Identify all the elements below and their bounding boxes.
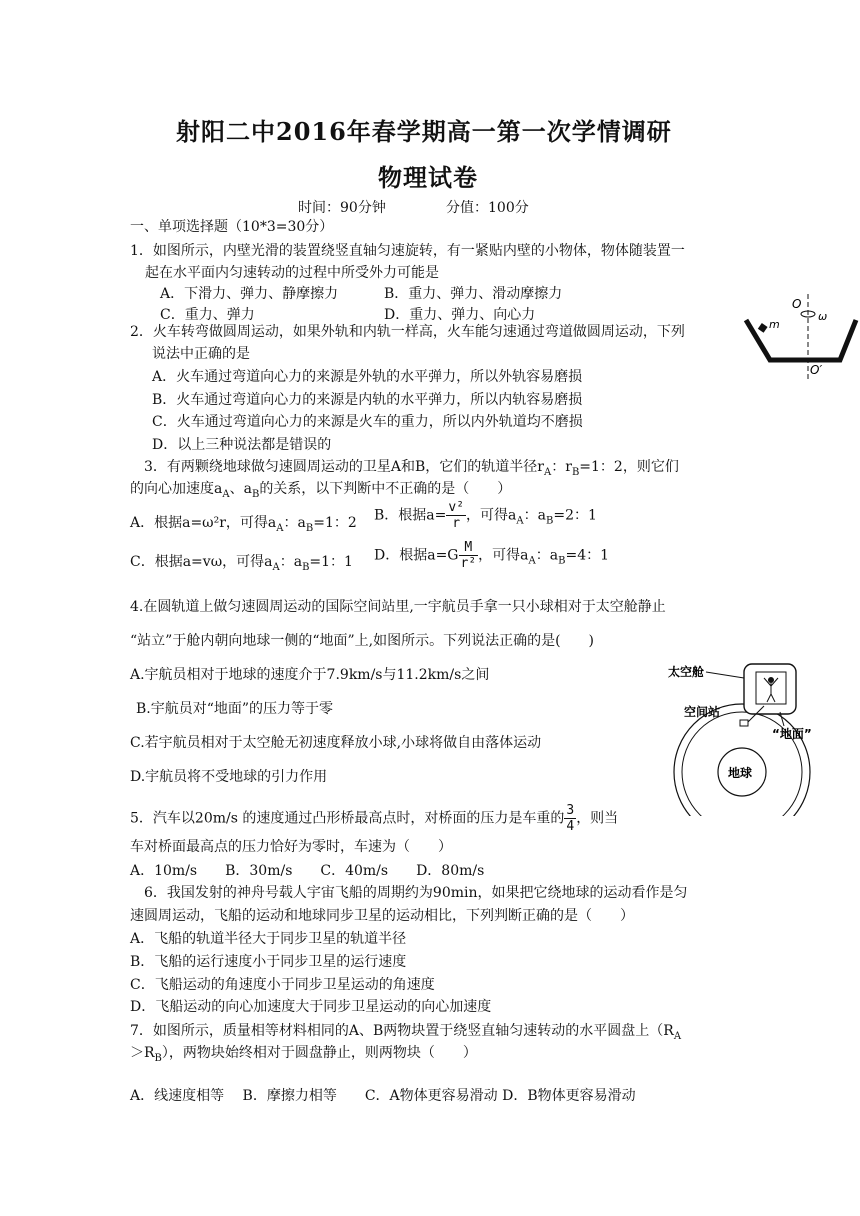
- q6-option-a: A．飞船的轨道半径大于同步卫星的轨道半径: [130, 931, 407, 947]
- fig1-o-bottom: O′: [810, 363, 823, 377]
- q2-option-c: C．火车通过弯道向心力的来源是火车的重力，所以内外轨道均不磨损: [152, 414, 583, 430]
- q5-line1: 5．汽车以20m/s 的速度通过凸形桥最高点时，对桥面的压力是车重的 $\frac{3}{4}$ ，则当: [130, 803, 619, 834]
- q3-option-d: D．根据a=G $\frac{M}{\text{r²}}$ ，可得$a_A$：$a_B=4$：1: [374, 540, 610, 571]
- q3-b-fraction: $\frac{\text{v²}}{r}$: [448, 500, 465, 531]
- q3-option-b: B．根据a= $\frac{\text{v²}}{r}$ ，可得$a_A$：$a_B=2$：1: [374, 500, 597, 531]
- q6-option-d: D．飞船运动的向心加速度大于同步卫星运动的向心加速度: [130, 999, 492, 1015]
- q7-line2: $>R_B$），两物块始终相对于圆盘静止，则两物块（ ）: [130, 1045, 477, 1064]
- q3-line2: 的向心加速度$a_A$、$a_B$的关系，以下判断中不正确的是（ ）: [130, 481, 512, 500]
- q4-line1: 4.在圆轨道上做匀速圆周运动的国际空间站里,一宇航员手拿一只小球相对于太空舱静止: [130, 599, 666, 615]
- q6-option-c: C．飞船运动的角速度小于同步卫星运动的角速度: [130, 977, 435, 993]
- q1-option-c: C．重力、弹力: [160, 307, 255, 323]
- q2-line2: 说法中正确的是: [152, 346, 250, 362]
- q3-line1: 3．有两颗绕地球做匀速圆周运动的卫星A和B，它们的轨道半径$r_A$：$r_B=1$：2，则它们: [144, 459, 679, 478]
- fig1-m: m: [769, 318, 780, 331]
- q2-option-a: A．火车通过弯道向心力的来源是外轨的水平弹力，所以外轨容易磨损: [152, 369, 583, 385]
- q7-line1: 7．如图所示，质量相等材料相同的A、B两物块置于绕竖直轴匀速转动的水平圆盘上（$R_A$: [130, 1023, 682, 1042]
- q5-options: A．10m/s B．30m/s C．40m/s D．80m/s: [130, 863, 485, 879]
- q3-d-fraction: $\frac{M}{\text{r²}}$: [460, 540, 477, 571]
- q5-fraction: $\frac{3}{4}$: [566, 803, 575, 834]
- rotating-container-figure: [740, 292, 860, 382]
- q6-line1: 6．我国发射的神舟号载人宇宙飞船的周期约为90min，如果把它绕地球的运动看作是匀: [144, 885, 688, 901]
- q1-line1: 1．如图所示，内壁光滑的装置绕竖直轴匀速旋转，有一紧贴内壁的小物体，物体随装置一: [130, 243, 685, 259]
- q6-line2: 速圆周运动，飞船的运动和地球同步卫星的运动相比，下列判断正确的是（ ）: [130, 908, 634, 924]
- q4-option-b: B.宇航员对“地面”的压力等于零: [136, 701, 334, 717]
- fig-earth-label: 地球: [728, 766, 753, 780]
- q1-option-d: D．重力、弹力、向心力: [384, 307, 536, 323]
- q4-option-d: D.宇航员将不受地球的引力作用: [130, 769, 328, 785]
- q2-option-d: D．以上三种说法都是错误的: [152, 437, 332, 453]
- q1-line2: 起在水平面内匀速转动的过程中所受外力可能是: [145, 265, 439, 281]
- exam-subtitle: 物理试卷: [378, 163, 478, 192]
- q1-option-b: B．重力、弹力、滑动摩擦力: [384, 286, 563, 302]
- q3-option-a: A．根据a=ω²r，可得$a_A$：$a_B=1$：2: [130, 515, 357, 534]
- q2-option-b: B．火车通过弯道向心力的来源是内轨的水平弹力，所以内轨容易磨损: [152, 392, 583, 408]
- fig-ground-label: “地面”: [772, 727, 812, 741]
- q4-option-c: C.若宇航员相对于太空舱无初速度释放小球,小球将做自由落体运动: [130, 735, 542, 751]
- q4-option-a: A.宇航员相对于地球的速度介于7.9km/s与11.2km/s之间: [130, 667, 490, 683]
- q5-line2: 车对桥面最高点的压力恰好为零时，车速为（ ）: [130, 839, 452, 855]
- q6-option-b: B．飞船的运行速度小于同步卫星的运行速度: [130, 954, 407, 970]
- exam-title: 射阳二中2016年春学期高一第一次学情调研: [176, 117, 672, 146]
- q1-option-a: A．下滑力、弹力、静摩擦力: [160, 286, 339, 302]
- exam-score: 分值：100分: [446, 200, 529, 216]
- section-heading: 一、单项选择题（10*3=30分）: [130, 219, 334, 235]
- exam-time: 时间：90分钟: [298, 200, 386, 216]
- fig-cabin-label: 太空舱: [668, 665, 705, 679]
- q2-line1: 2．火车转弯做圆周运动，如果外轨和内轨一样高，火车能匀速通过弯道做圆周运动，下列: [130, 324, 685, 340]
- fig1-o-top: O: [792, 297, 802, 311]
- q7-options: A．线速度相等 B．摩擦力相等 C．A物体更容易滑动 D．B物体更容易滑动: [130, 1088, 636, 1104]
- space-station-figure: [668, 656, 828, 816]
- fig1-omega: ω: [818, 310, 828, 323]
- q4-line2: “站立”于舱内朝向地球一侧的“地面”上,如图所示。下列说法正确的是( ): [130, 633, 595, 649]
- q3-option-c: C．根据a=vω，可得$a_A$：$a_B=1$：1: [130, 554, 353, 573]
- fig-station-label: 空间站: [684, 705, 721, 719]
